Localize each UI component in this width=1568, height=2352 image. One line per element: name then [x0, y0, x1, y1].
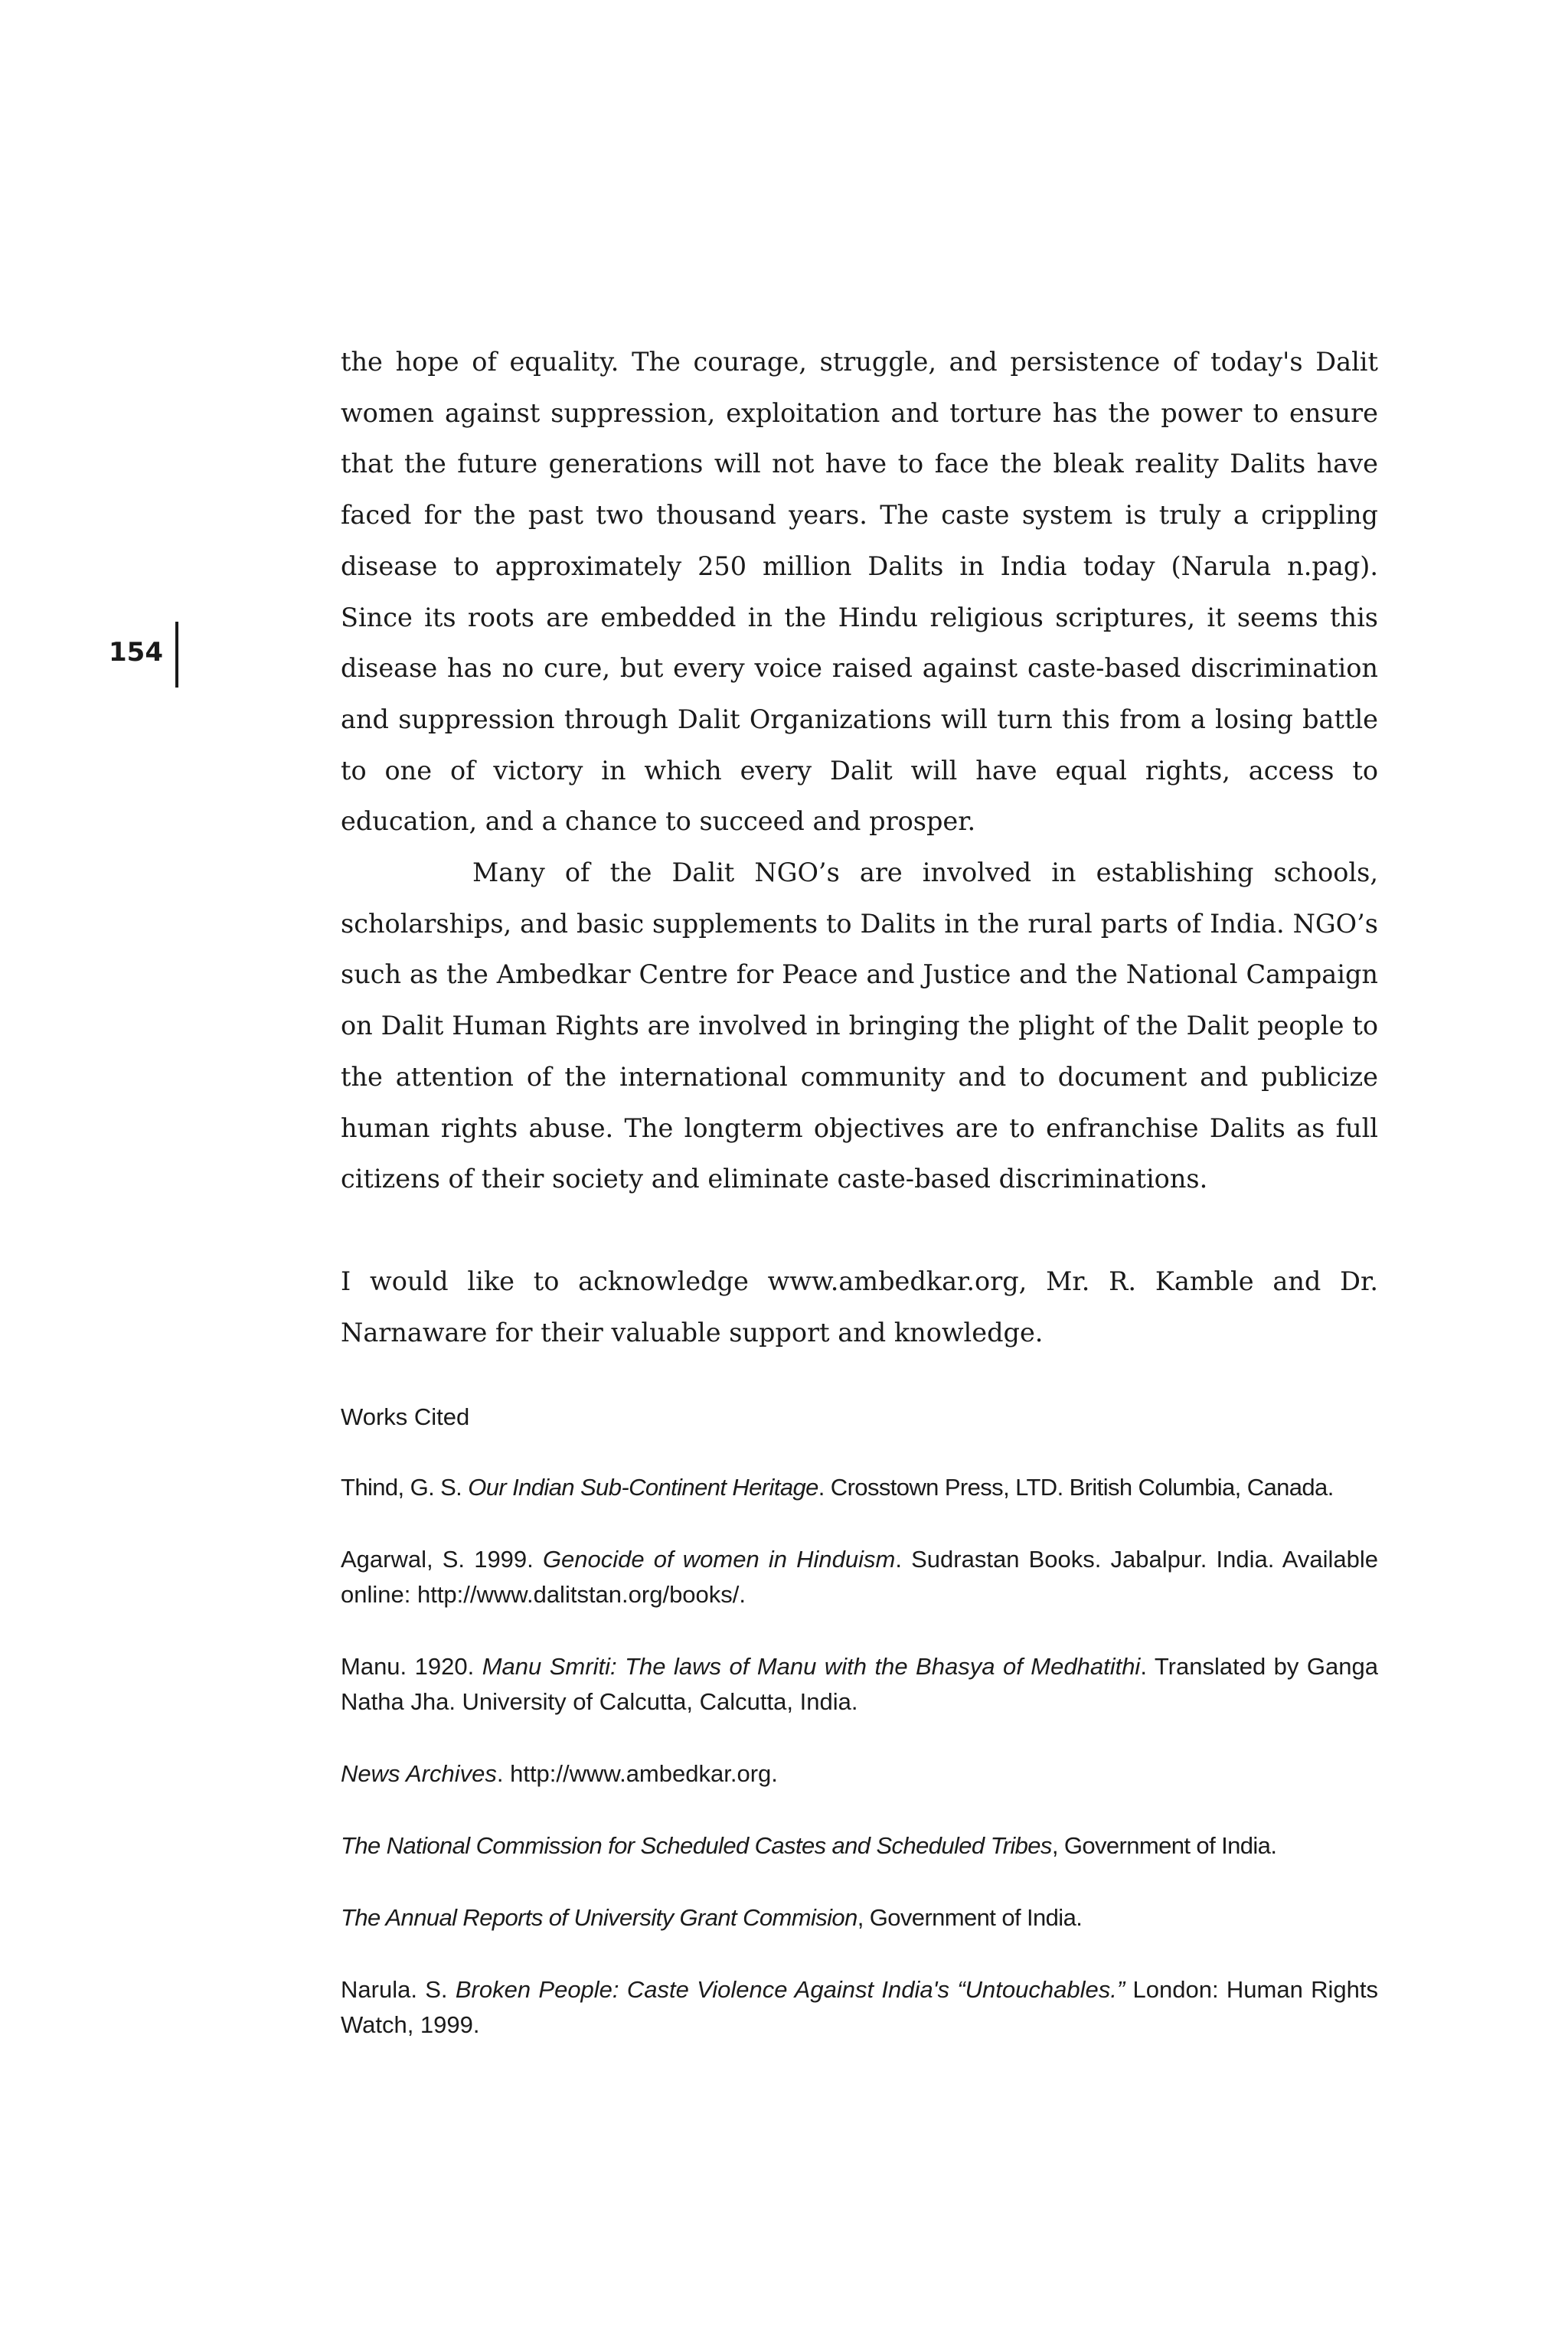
citation-entry — [341, 1470, 1378, 1505]
citation-suffix: . Translated by Ganga Natha Jha. University of Calcutta, Calcutta, India. — [341, 1653, 1378, 1715]
citation-title: The National Commission for Scheduled Castes and Scheduled Tribes — [341, 1832, 1052, 1859]
citation-entry — [341, 1900, 1378, 1936]
page-number-rule — [175, 622, 178, 688]
body-paragraph-1: the hope of equality. The courage, struggle, and persistence of today's Dalit women against suppression, exploitation and torture has the power to ensure that the future generations will not have to face the bleak reality Dalits have faced for the past two thousand years. The caste system is truly a crippling disease to approximately 250 million Dalits in India today (Narula n.pag). Since its roots are embedded in the Hindu religious scriptures, it seems this disease has no cure, but every voice raised against caste-based discrimination and suppression through Dalit Organizations will turn this from a losing battle to one of victory in which every Dalit will have equal rights, access to education, and a chance to succeed and prosper. — [341, 347, 1378, 837]
citation-entry — [341, 1542, 1378, 1612]
citation-entry — [341, 1828, 1378, 1864]
body-text — [341, 337, 1378, 1358]
citation-title: News Archives — [341, 1760, 497, 1787]
citation-title: Broken People: Caste Violence Against India's “Untouchables.” — [455, 1976, 1125, 2003]
citation-prefix: Agarwal, S. 1999. — [341, 1546, 543, 1573]
citation-title: Our Indian Sub-Continent Heritage — [468, 1474, 818, 1501]
citation-prefix: Narula. S. — [341, 1976, 456, 2003]
acknowledgement-paragraph: I would like to acknowledge www.ambedkar.org, Mr. R. Kamble and Dr. Narnaware for their valuable support and knowledge. — [341, 1266, 1378, 1348]
citation-title: Genocide of women in Hinduism — [542, 1546, 896, 1573]
page-number: 154 — [109, 637, 163, 668]
citation-entry — [341, 1649, 1378, 1720]
works-cited-heading: Works Cited — [341, 1403, 470, 1430]
citation-title: The Annual Reports of University Grant Commision — [341, 1904, 858, 1931]
citation-title: Manu Smriti: The laws of Manu with the Bhasya of Medhatithi — [482, 1653, 1141, 1680]
citation-suffix: , Government of India. — [1051, 1832, 1277, 1859]
citation-prefix: Manu. 1920. — [341, 1653, 482, 1680]
works-cited-section — [341, 1400, 1378, 2079]
citation-suffix: , Government of India. — [857, 1904, 1083, 1931]
body-paragraph-2: Many of the Dalit NGO’s are involved in establishing schools, scholarships, and basic supplements to Dalits in the rural parts of India. NGO’s such as the Ambedkar Centre for Peace and Justice and the National Campaign on Dalit Human Rights are involved in bringing the plight of the Dalit people to the attention of the international community and to document and publicize human rights abuse. The longterm objectives are to enfranchise Dalits as full citizens of their society and eliminate caste-based discriminations. — [341, 858, 1378, 1194]
citation-suffix: London: Human Rights Watch, 1999. — [341, 1976, 1378, 2038]
citation-suffix: . http://www.ambedkar.org. — [496, 1760, 778, 1787]
citation-entry — [341, 1972, 1378, 2043]
citation-entry — [341, 1756, 1378, 1792]
citation-suffix: . Sudrastan Books. Jabalpur. India. Available online: http://www.dalitstan.org/books/. — [341, 1546, 1378, 1608]
citation-suffix: . Crosstown Press, LTD. British Columbia, Canada. — [818, 1474, 1334, 1501]
citation-prefix: Thind, G. S. — [341, 1474, 469, 1501]
